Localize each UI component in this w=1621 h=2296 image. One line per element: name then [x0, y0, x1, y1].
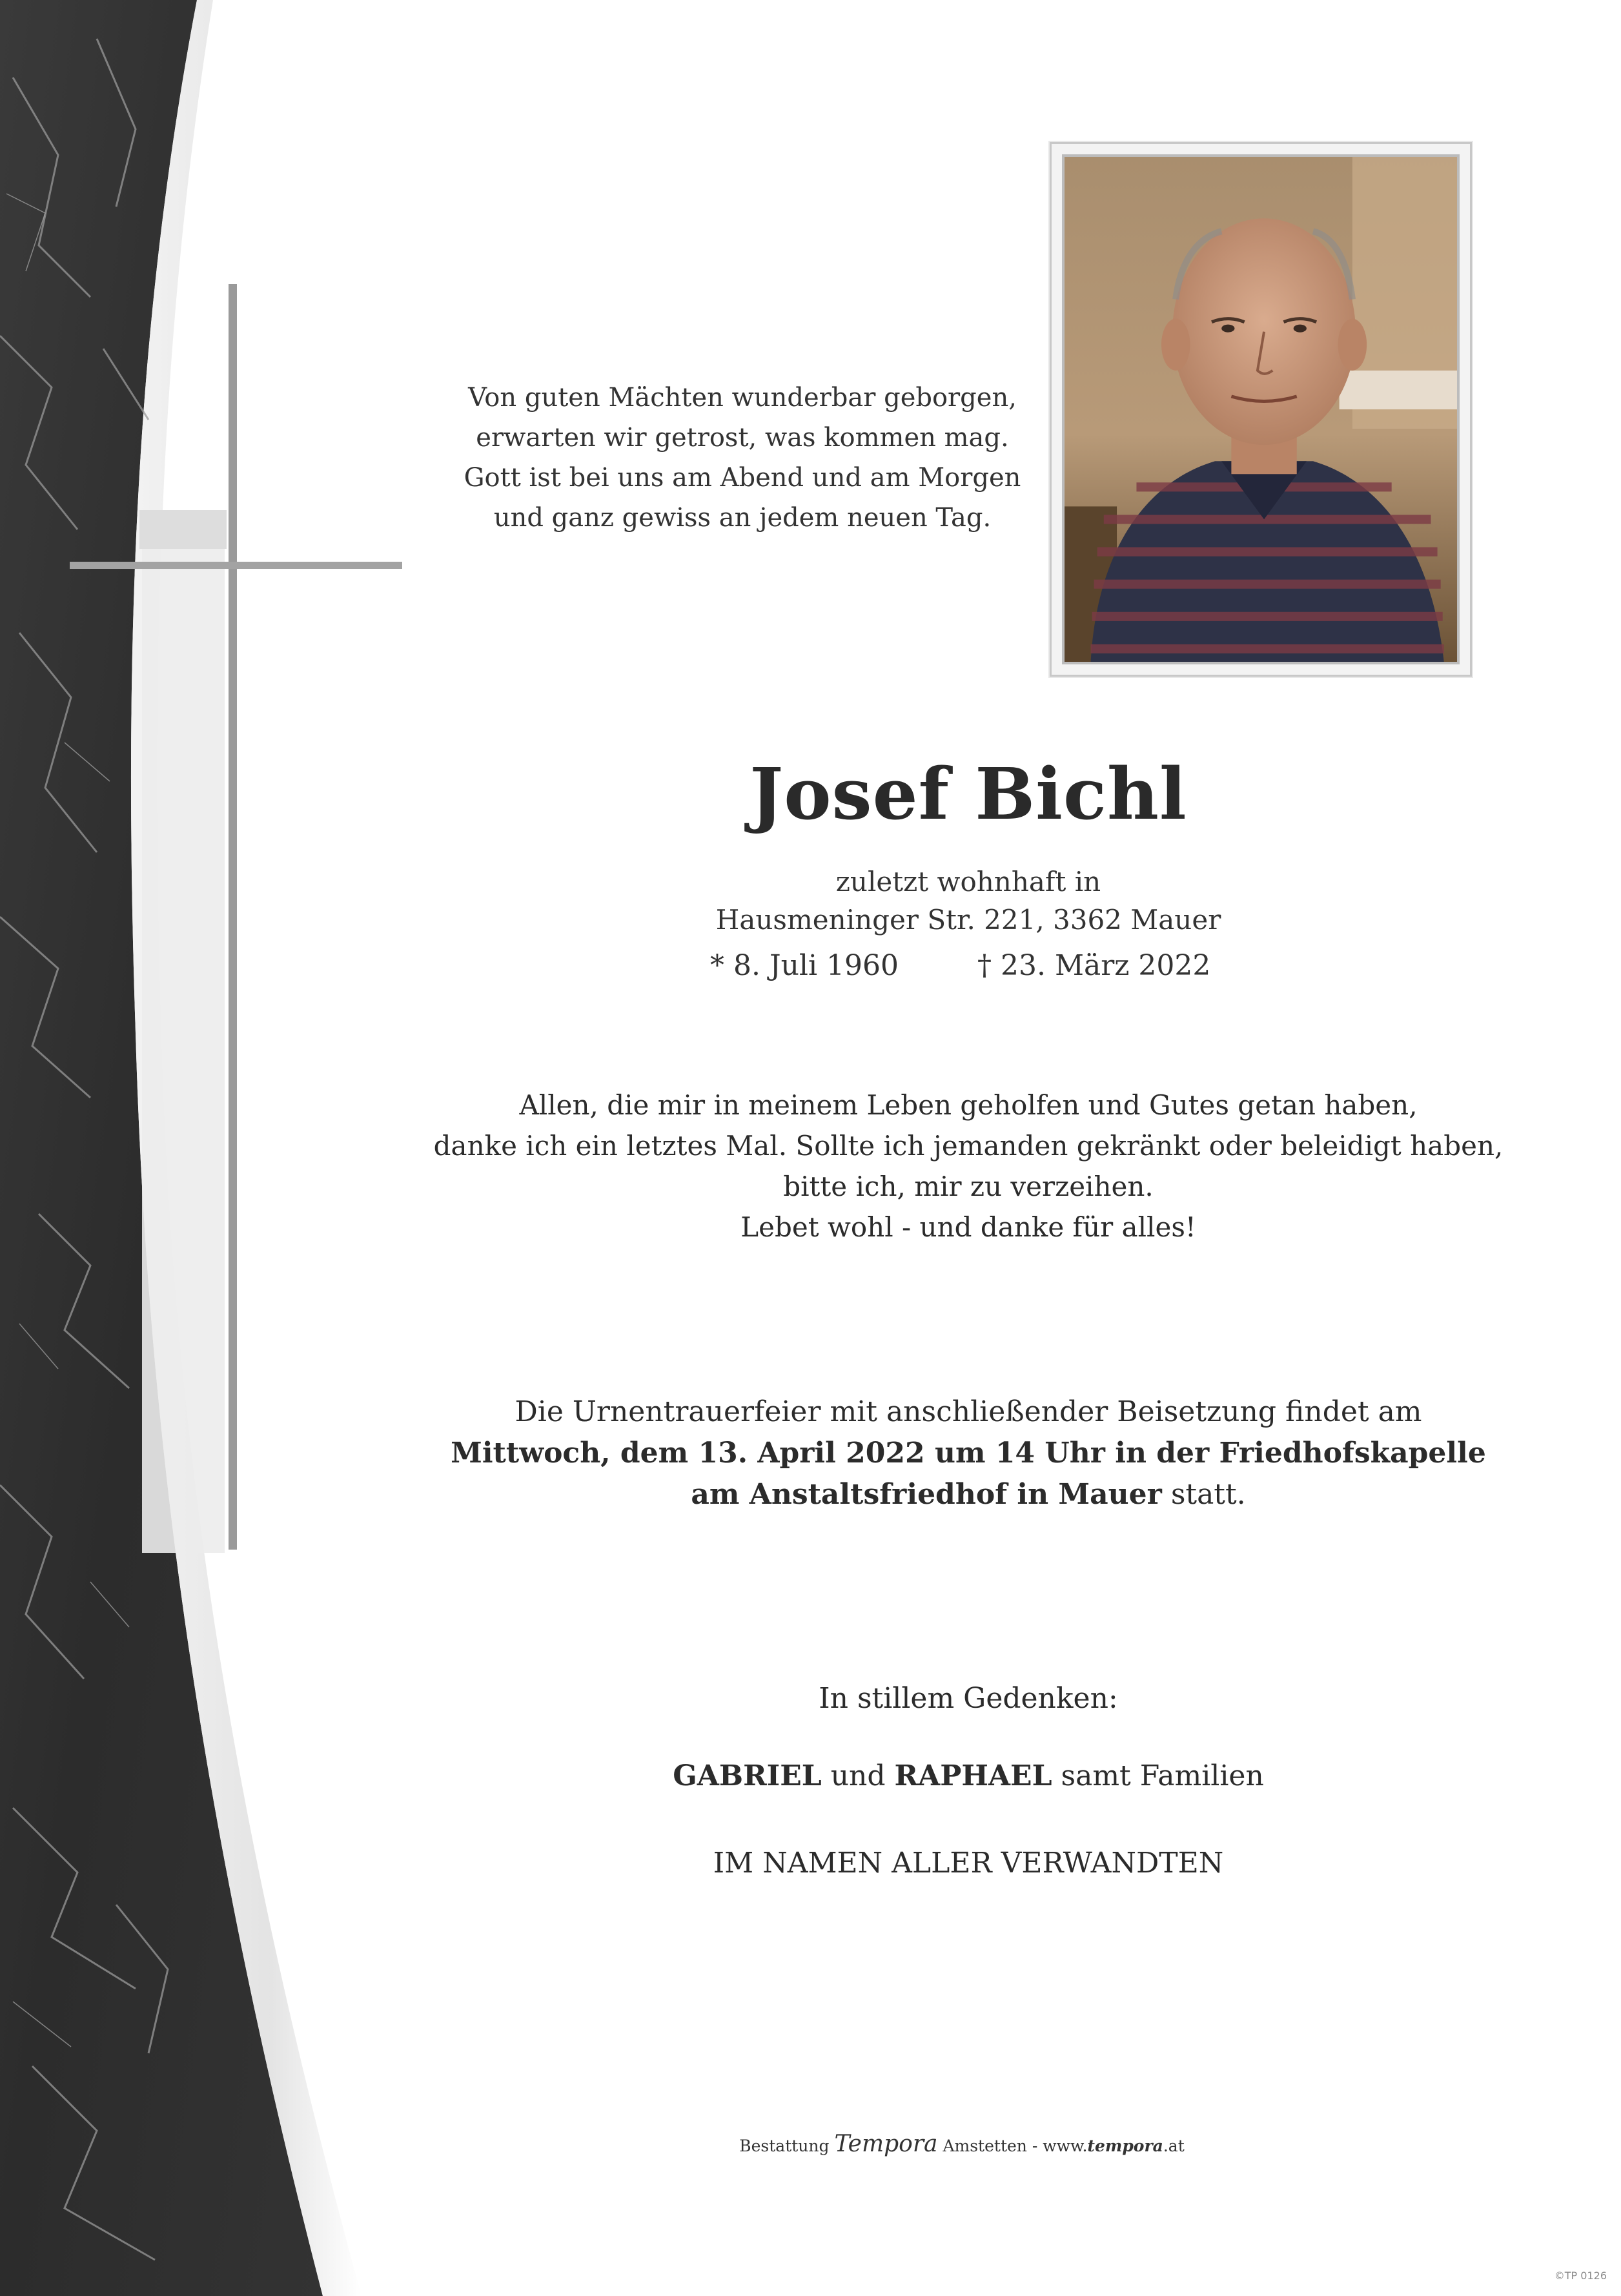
residence-label: zuletzt wohnhaft in [835, 866, 1101, 897]
brand-logo-text: Tempora [834, 2131, 938, 2157]
deceased-name: Josef Bichl [749, 752, 1187, 835]
footer-suffix: .at [1163, 2137, 1185, 2155]
conjunction: und [821, 1759, 895, 1792]
footer-prefix: Bestattung [739, 2137, 835, 2155]
poem-line: Gott ist bei uns am Abend und am Morgen [464, 463, 1021, 493]
poem-line: Von guten Mächten wunderbar geborgen, [468, 383, 1017, 413]
mourner-name: RAPHAEL [894, 1759, 1052, 1792]
farewell-line: bitte ich, mir zu verzeihen. [783, 1171, 1154, 1202]
birth-date: * 8. Juli 1960 [710, 949, 899, 982]
farewell-line: danke ich ein letztes Mal. Sollte ich jemanden gekränkt oder beleidigt haben, [433, 1130, 1504, 1162]
residence [581, 863, 1356, 939]
portrait-photo [1065, 157, 1457, 662]
cross-ornament [0, 0, 452, 1614]
poem-line: erwarten wir getrost, was kommen mag. [476, 423, 1009, 453]
relatives-line: IM NAMEN ALLER VERWANDTEN [713, 1847, 1224, 1880]
footer-middle: Amstetten - www. [937, 2137, 1088, 2155]
ceremony-place: am Anstaltsfriedhof in Mauer [691, 1477, 1162, 1511]
residence-address: Hausmeninger Str. 221, 3362 Mauer [715, 903, 1221, 936]
portrait-photo-frame [1050, 142, 1472, 677]
farewell-line: Lebet wohl - und danke für alles! [740, 1211, 1196, 1243]
template-code: ©TP 0126 [1554, 2270, 1607, 2282]
footer-credit [581, 2131, 1343, 2157]
poem-line: und ganz gewiss an jedem neuen Tag. [493, 503, 992, 533]
family-names [516, 1759, 1420, 1792]
farewell-line: Allen, die mir in meinem Leben geholfen und Gutes getan haben, [519, 1089, 1418, 1121]
footer-url-brand: tempora [1087, 2137, 1163, 2155]
ceremony-suffix: statt. [1161, 1477, 1246, 1511]
death-date: † 23. März 2022 [977, 949, 1211, 982]
mourner-name: GABRIEL [673, 1759, 822, 1792]
in-memory-heading: In stillem Gedenken: [819, 1682, 1118, 1715]
family-suffix: samt Familien [1052, 1759, 1264, 1792]
poem [452, 378, 1033, 538]
ceremony-info [387, 1391, 1549, 1515]
ceremony-date-location: Mittwoch, dem 13. April 2022 um 14 Uhr in der Friedhofskapelle [451, 1436, 1486, 1470]
farewell-message [387, 1085, 1549, 1247]
ceremony-line: Die Urnentrauerfeier mit anschließender Beisetzung findet am [515, 1395, 1422, 1428]
